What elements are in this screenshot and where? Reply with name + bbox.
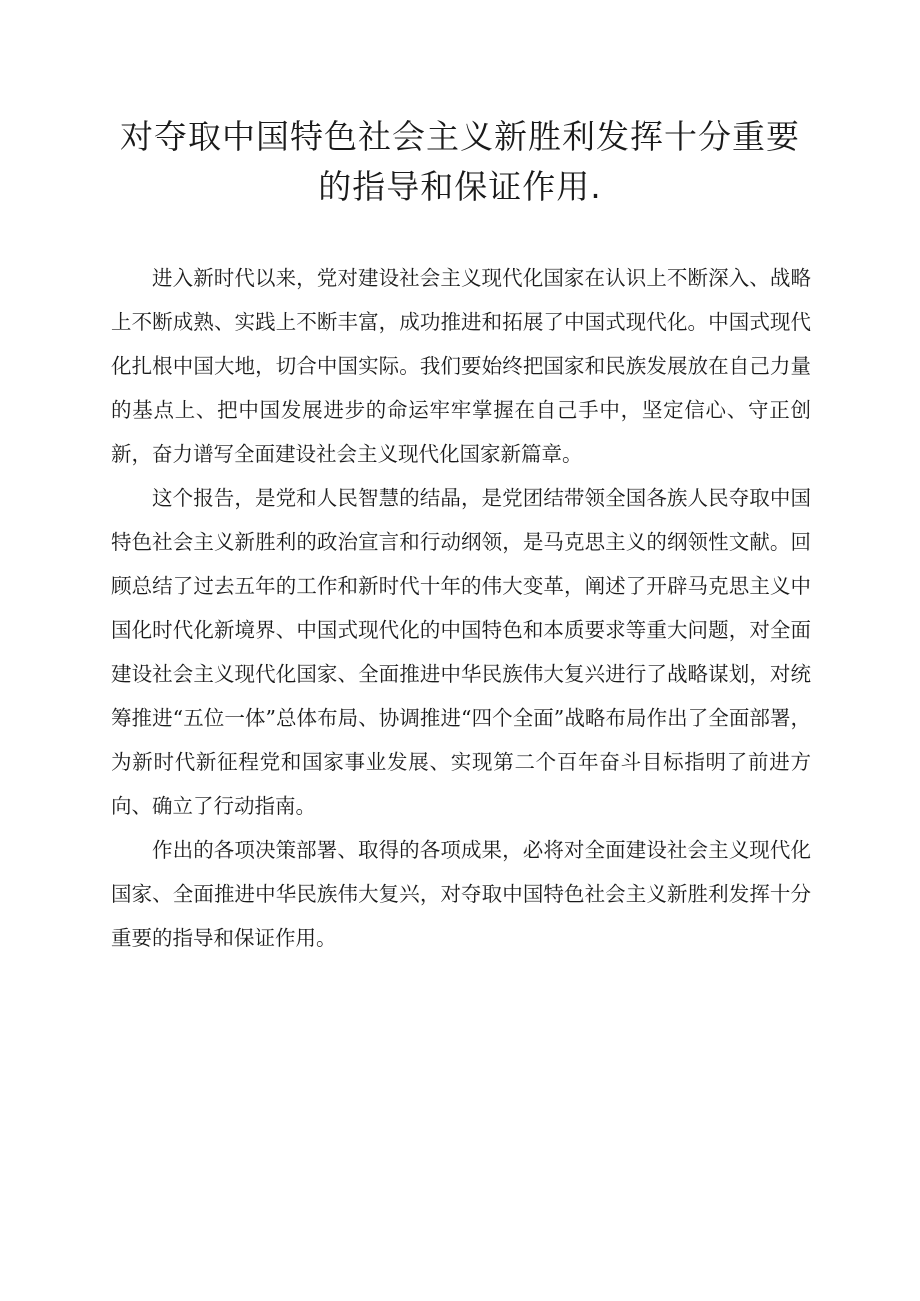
title-line-1: 对夺取中国特色社会主义新胜利发挥十分重要 <box>120 117 800 156</box>
paragraph: 进入新时代以来，党对建设社会主义现代化国家在认识上不断深入、战略上不断成熟、实践上不断丰富，成功推进和拓展了中国式现代化。中国式现代化扎根中国大地，切合中国实际。我们要始终把国家和民族发展放在自己力量的基点上、把中国发展进步的命运牢牢掌握在自己手中，坚定信心、守正创新，奋力谱写全面建设社会主义现代化国家新篇章。 <box>111 266 811 466</box>
title-line-2: 的指导和保证作用. <box>318 167 602 206</box>
paragraph: 作出的各项决策部署、取得的各项成果，必将对全面建设社会主义现代化国家、全面推进中华民族伟大复兴，对夺取中国特色社会主义新胜利发挥十分重要的指导和保证作用。 <box>111 838 811 950</box>
document-body <box>111 256 811 960</box>
paragraph: 这个报告，是党和人民智慧的结晶，是党团结带领全国各族人民夺取中国特色社会主义新胜利的政治宣言和行动纲领，是马克思主义的纲领性文献。回顾总结了过去五年的工作和新时代十年的伟大变革，阐述了开辟马克思主义中国化时代化新境界、中国式现代化的中国特色和本质要求等重大问题，对全面建设社会主义现代化国家、全面推进中华民族伟大复兴进行了战略谋划，对统筹推进“五位一体”总体布局、协调推进“四个全面”战略布局作出了全面部署，为新时代新征程党和国家事业发展、实现第二个百年奋斗目标指明了前进方向、确立了行动指南。 <box>111 486 811 818</box>
page-title <box>80 112 840 212</box>
